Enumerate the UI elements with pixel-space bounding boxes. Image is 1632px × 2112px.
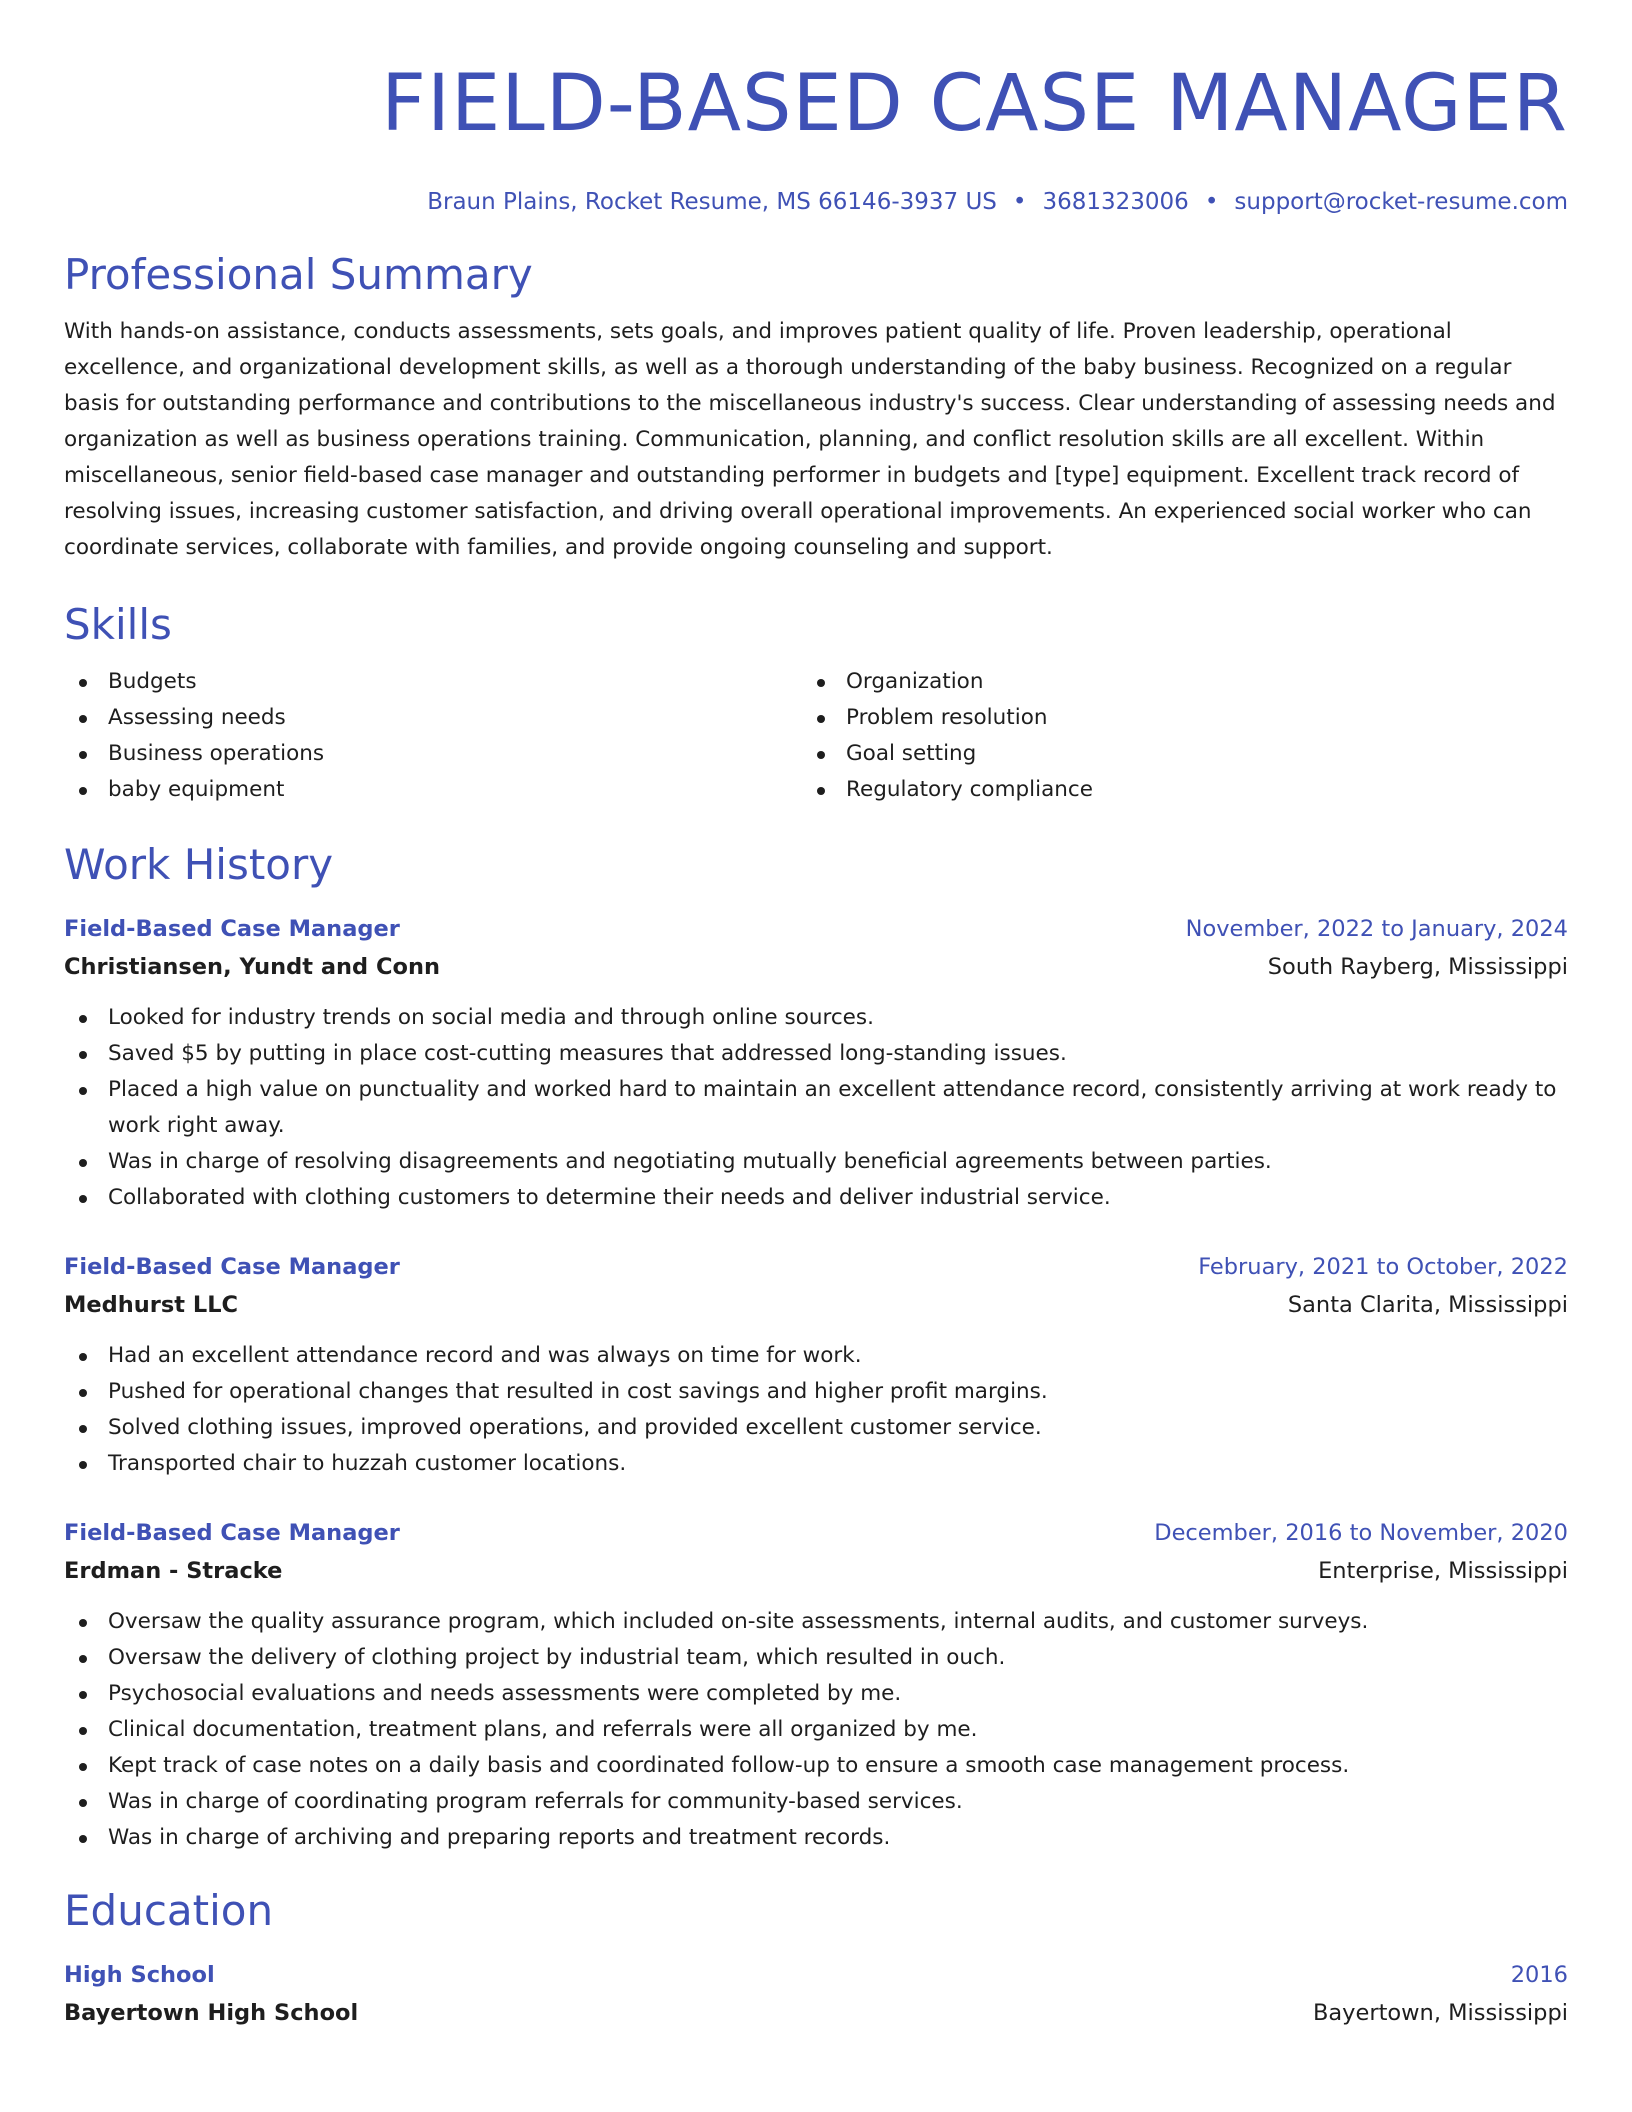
job-bullet-text: Collaborated with clothing customers to determine their needs and deliver industrial service. (108, 1185, 1111, 1210)
job-title-row (64, 1248, 1568, 1286)
job-bullet (64, 1000, 1568, 1036)
bullet-icon (817, 715, 825, 723)
contact-separator: • (1204, 189, 1219, 215)
skill-label: baby equipment (108, 777, 285, 802)
bullet-icon (79, 1691, 87, 1699)
job-entry (64, 1514, 1568, 1856)
job-bullet (64, 1748, 1568, 1784)
job-bullet (64, 1410, 1568, 1446)
bullet-icon (79, 1389, 87, 1397)
education-school-row (64, 1994, 1568, 2032)
job-bullet-text: Pushed for operational changes that resulted in cost savings and higher profit margins. (108, 1379, 1048, 1404)
skill-label: Assessing needs (108, 705, 286, 730)
job-bullet-text: Was in charge of resolving disagreements and negotiating mutually beneficial agreements between parties. (108, 1149, 1272, 1174)
job-bullet (64, 1604, 1568, 1640)
education-location: Bayertown, Mississippi (1312, 2000, 1568, 2026)
bullet-icon (79, 751, 87, 759)
contact-address: Braun Plains, Rocket Resume, MS 66146-3937 US (427, 189, 997, 215)
job-title-row (64, 1514, 1568, 1552)
job-bullet-text: Oversaw the quality assurance program, which included on-site assessments, internal audits, and customer surveys. (108, 1609, 1369, 1634)
bullet-icon (79, 1087, 87, 1095)
job-company: Erdman - Stracke (64, 1558, 283, 1584)
job-bullet (64, 1446, 1568, 1482)
skill-item (802, 772, 1540, 808)
job-dates: December, 2016 to November, 2020 (1154, 1520, 1568, 1546)
job-bullet-text: Solved clothing issues, improved operations, and provided excellent customer service. (108, 1415, 1042, 1440)
job-bullets (64, 1000, 1568, 1216)
job-title: Field-Based Case Manager (64, 1520, 400, 1546)
bullet-icon (79, 1159, 87, 1167)
job-location: Santa Clarita, Mississippi (1287, 1292, 1568, 1318)
job-bullet (64, 1712, 1568, 1748)
summary-heading: Professional Summary (64, 250, 533, 299)
job-bullet-text: Was in charge of archiving and preparing reports and treatment records. (108, 1825, 891, 1850)
job-company: Medhurst LLC (64, 1292, 239, 1318)
skills-grid (64, 664, 1568, 808)
job-bullet (64, 1374, 1568, 1410)
work-history-heading: Work History (64, 840, 334, 889)
job-bullet (64, 1676, 1568, 1712)
job-bullet-text: Saved $5 by putting in place cost-cutting measures that addressed long-standing issues. (108, 1041, 1067, 1066)
job-bullet (64, 1640, 1568, 1676)
summary-text: With hands-on assistance, conducts assessments, sets goals, and improves patient quality of life. Proven leadership, operational excellence, and organizational development skills, as well as a thorough understanding of the baby business. Recognized on a regular basis for outstanding performance and contributions to the miscellaneous industry's success. Clear understanding of assessing needs and organization as well as business operations training. Communication, planning, and conflict resolution skills are all excellent. Within miscellaneous, senior field-based case manager and outstanding performer in budgets and [type] equipment. Excellent track record of resolving issues, increasing customer satisfaction, and driving overall operational improvements. An experienced social worker who can coordinate services, collaborate with families, and provide ongoing counseling and support. (64, 319, 1556, 560)
job-company-row (64, 1552, 1568, 1590)
contact-email[interactable]: support@rocket-resume.com (1234, 189, 1568, 215)
skill-item (64, 736, 802, 772)
skill-label: Goal setting (846, 741, 977, 766)
job-dates: November, 2022 to January, 2024 (1185, 916, 1568, 942)
job-title: Field-Based Case Manager (64, 916, 400, 942)
skills-heading: Skills (64, 600, 172, 649)
skill-item (802, 700, 1540, 736)
job-bullet-text: Looked for industry trends on social media and through online sources. (108, 1005, 874, 1030)
bullet-icon (79, 1655, 87, 1663)
job-bullets (64, 1604, 1568, 1856)
education-entry (64, 1956, 1568, 2032)
job-location: South Rayberg, Mississippi (1267, 954, 1568, 980)
job-company: Christiansen, Yundt and Conn (64, 954, 440, 980)
job-bullet-text: Kept track of case notes on a daily basis and coordinated follow-up to ensure a smooth case management process. (108, 1753, 1350, 1778)
skills-column-right (802, 664, 1540, 808)
skill-label: Problem resolution (846, 705, 1048, 730)
job-entry (64, 910, 1568, 1216)
job-bullet-text: Was in charge of coordinating program referrals for community-based services. (108, 1789, 963, 1814)
job-bullet (64, 1820, 1568, 1856)
bullet-icon (79, 1461, 87, 1469)
skill-label: Regulatory compliance (846, 777, 1093, 802)
bullet-icon (79, 1425, 87, 1433)
job-bullet (64, 1144, 1568, 1180)
bullet-icon (79, 715, 87, 723)
skills-column-left (64, 664, 802, 808)
bullet-icon (79, 1835, 87, 1843)
bullet-icon (817, 679, 825, 687)
education-year: 2016 (1510, 1962, 1568, 1988)
education-degree: High School (64, 1962, 215, 1988)
bullet-icon (79, 1763, 87, 1771)
job-company-row (64, 948, 1568, 986)
job-bullet (64, 1338, 1568, 1374)
job-bullet-text: Clinical documentation, treatment plans, and referrals were all organized by me. (108, 1717, 978, 1742)
skill-label: Business operations (108, 741, 325, 766)
bullet-icon (79, 1195, 87, 1203)
bullet-icon (817, 787, 825, 795)
job-bullet (64, 1180, 1568, 1216)
education-school: Bayertown High School (64, 2000, 359, 2026)
bullet-icon (79, 1051, 87, 1059)
skill-label: Budgets (108, 669, 197, 694)
skill-item (64, 664, 802, 700)
bullet-icon (79, 1727, 87, 1735)
contact-separator: • (1012, 189, 1027, 215)
job-bullet (64, 1036, 1568, 1072)
job-bullet-text: Psychosocial evaluations and needs assessments were completed by me. (108, 1681, 902, 1706)
bullet-icon (79, 679, 87, 687)
bullet-icon (817, 751, 825, 759)
contact-phone[interactable]: 3681323006 (1042, 189, 1189, 215)
job-entry (64, 1248, 1568, 1482)
skill-item (64, 772, 802, 808)
job-bullet-text: Transported chair to huzzah customer locations. (108, 1451, 627, 1476)
job-title-row (64, 910, 1568, 948)
bullet-icon (79, 1619, 87, 1627)
contact-line (64, 186, 1568, 218)
skill-item (64, 700, 802, 736)
job-bullet (64, 1072, 1568, 1144)
skill-label: Organization (846, 669, 984, 694)
job-bullet-text: Had an excellent attendance record and was always on time for work. (108, 1343, 862, 1368)
job-bullet-text: Placed a high value on punctuality and worked hard to maintain an excellent attendance record, consistently arriving at work ready to work right away. (108, 1077, 1557, 1138)
job-dates: February, 2021 to October, 2022 (1198, 1254, 1568, 1280)
education-heading: Education (64, 1886, 274, 1935)
bullet-icon (79, 1353, 87, 1361)
bullet-icon (79, 1015, 87, 1023)
job-location: Enterprise, Mississippi (1318, 1558, 1568, 1584)
education-degree-row (64, 1956, 1568, 1994)
job-bullet (64, 1784, 1568, 1820)
job-bullets (64, 1338, 1568, 1482)
job-title: Field-Based Case Manager (64, 1254, 400, 1280)
skill-item (802, 664, 1540, 700)
page-title: FIELD-BASED CASE MANAGER (381, 59, 1568, 149)
job-bullet-text: Oversaw the delivery of clothing project by industrial team, which resulted in ouch. (108, 1645, 1006, 1670)
bullet-icon (79, 1799, 87, 1807)
bullet-icon (79, 787, 87, 795)
skill-item (802, 736, 1540, 772)
job-company-row (64, 1286, 1568, 1324)
